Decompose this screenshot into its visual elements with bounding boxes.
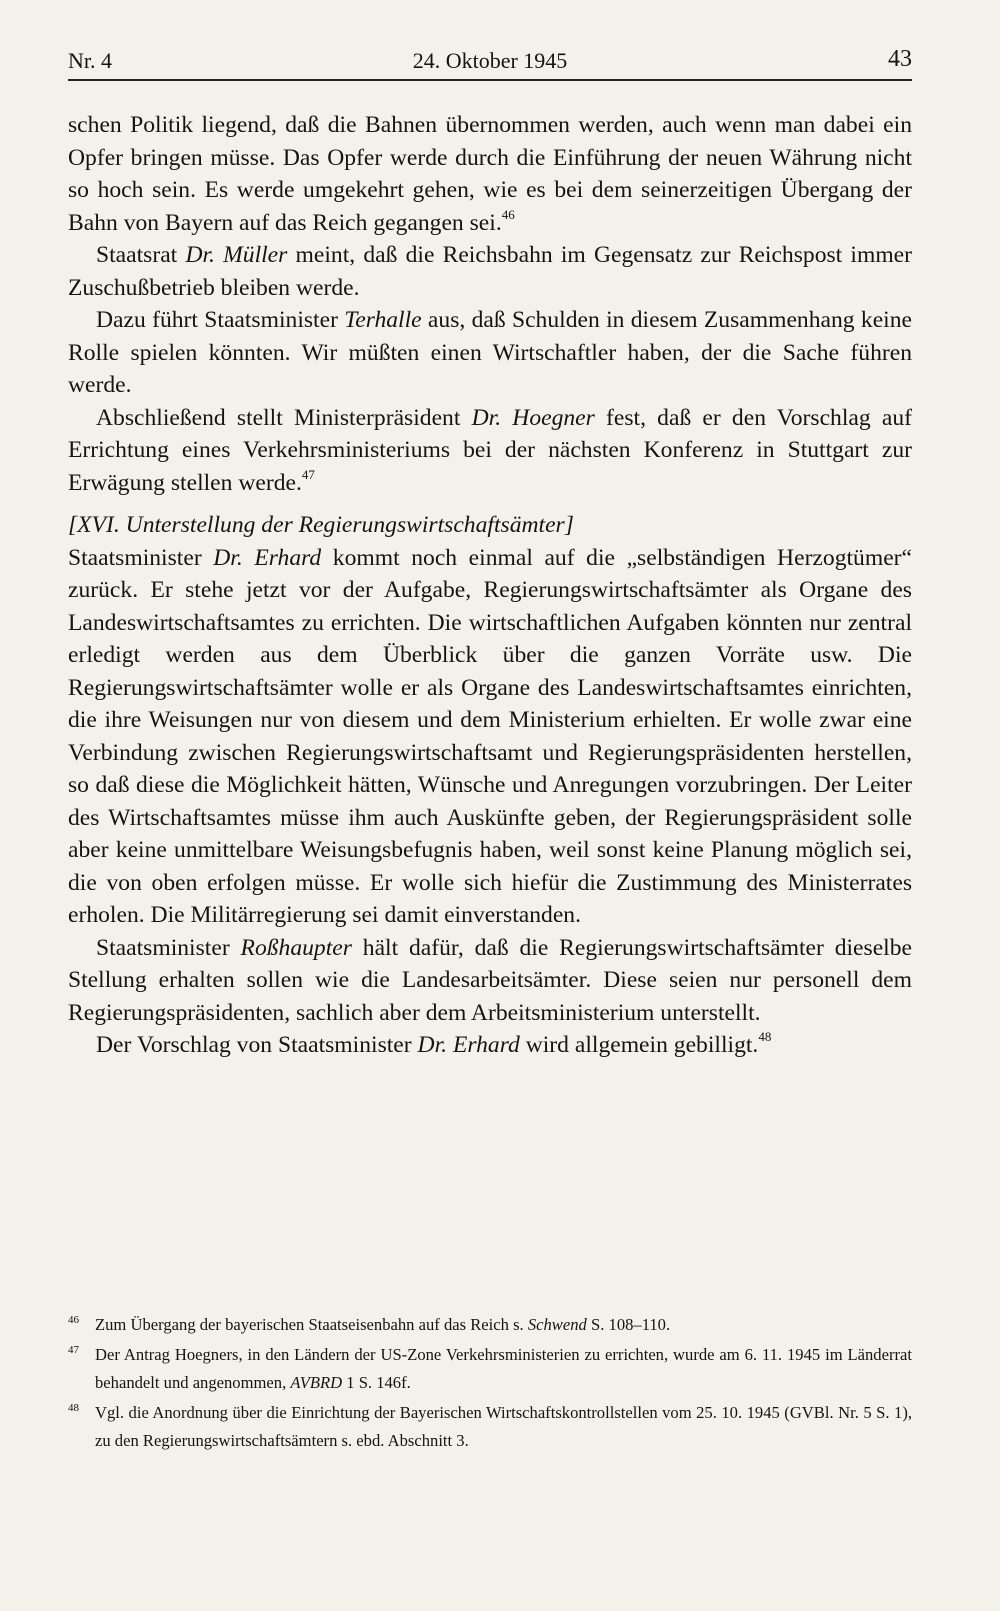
running-header xyxy=(68,44,912,76)
footnote xyxy=(68,1399,912,1455)
paragraph xyxy=(68,542,912,932)
paragraph-text: Dazu führt Staatsminister xyxy=(96,307,345,333)
section-heading-text: [XVI. Unterstellung der Regierungswirtschaftsämter] xyxy=(68,512,574,538)
footnotes xyxy=(68,1311,912,1457)
person-name: Dr. Erhard xyxy=(417,1032,520,1058)
paragraph-text: meint, daß die Reichsbahn im Gegensatz zur Reichspost immer Zuschußbetrieb bleiben werde. xyxy=(68,242,913,301)
paragraph xyxy=(68,932,912,1030)
paragraph xyxy=(68,1029,912,1062)
paragraph xyxy=(68,239,912,304)
paragraph-text: Staatsminister xyxy=(68,544,214,571)
person-name: Dr. Hoegner xyxy=(471,404,595,431)
citation-short: Schwend xyxy=(527,1315,587,1334)
paragraph-text: Staatsminister xyxy=(96,934,241,961)
footnote-text: Vgl. die Anordnung über die Einrichtung der Bayerischen Wirtschaftskontrollstellen vom 25. 10. 1945 (GVBl. Nr. 5 S. 1), zu den Regierungswirtschaftsämtern s. ebd. Abschnitt 3. xyxy=(95,1403,912,1450)
section-heading xyxy=(68,509,912,542)
paragraph-text: Staatsrat xyxy=(96,242,186,268)
paragraph-text: fest, daß er den Vorschlag auf Errichtung eines Verkehrsministeriums bei der nächsten Konferenz in Stuttgart zur Erwägung stellen werde. xyxy=(68,404,912,496)
person-name: Terhalle xyxy=(344,307,422,333)
footnote-text: 1 S. 146f. xyxy=(342,1373,411,1392)
footnote-number: 46 xyxy=(68,1314,79,1326)
paragraph-text: wird allgemein gebilligt. xyxy=(519,1032,759,1058)
footnote-text: S. 108–110. xyxy=(586,1315,671,1334)
footnote-ref[interactable]: 48 xyxy=(758,1029,772,1044)
footnote xyxy=(68,1311,912,1339)
person-name: Dr. Müller xyxy=(185,242,288,268)
paragraph-text: kommt noch einmal auf die „selbständigen Herzogtümer“ zurück. Er stehe jetzt vor der Aufgabe, Regierungswirtschaftsämter als Organe des Landeswirtschaftsamtes zu errichten. Die wirtschaftlichen Aufgaben könnten nur zentral erledigt werden aus dem Überblick über die ganzen Vorräte usw. Die Regierungswirtschaftsämter wolle er als Organe des Landeswirtschaftsamtes einrichten, die ihre Weisungen nur von diesem und dem Ministerium erhielten. Er wolle zwar eine Verbindung zwischen Regierungswirtschaftsamt und Regierungspräsidenten herstellen, so daß diese die Möglichkeit hätten, Wünsche und Anregungen vorzubringen. Der Leiter des Wirtschaftsamtes müsse ihm auch Auskünfte geben, der Regierungspräsident solle aber keine unmittelbare Weisungsbefugnis haben, weil sonst keine Planung möglich sei, die von oben erfolgen müsse. Er wolle sich hiefür die Zustimmung des Ministerrates erholen. Die Militärregierung sei damit einverstanden. xyxy=(68,544,912,928)
person-name: Dr. Erhard xyxy=(213,544,322,571)
main-text xyxy=(68,109,912,1062)
issue-number: Nr. 4 xyxy=(68,48,112,73)
footnote xyxy=(68,1341,912,1397)
footnote-number: 48 xyxy=(68,1402,79,1414)
header-rule xyxy=(68,79,912,81)
paragraph-text: aus, daß Schulden in diesem Zusammenhang keine Rolle spielen könnten. Wir müßten einen Wirtschaftler haben, der die Sache führen werde. xyxy=(68,307,912,398)
paragraph-text: hält dafür, daß die Regierungswirtschaftsämter dieselbe Stellung erhalten sollen wie die Landesarbeitsämter. Diese seien nur personell dem Regierungspräsidenten, sachlich aber dem Arbeitsministerium unterstellt. xyxy=(68,934,912,1026)
footnote-text: Der Antrag Hoegners, in den Ländern der US-Zone Verkehrsministerien zu errichten, wurde am 6. 11. 1945 im Länderrat behandelt und angenommen, xyxy=(95,1345,912,1392)
paragraph xyxy=(68,109,912,239)
paragraph xyxy=(68,304,912,402)
person-name: Roßhaupter xyxy=(240,934,352,961)
page-number: 43 xyxy=(888,46,912,72)
footnote-text: Zum Übergang der bayerischen Staatseisenbahn auf das Reich s. xyxy=(95,1315,528,1334)
citation-short: AVBRD xyxy=(290,1373,343,1392)
paragraph-text: Abschließend stellt Ministerpräsident xyxy=(96,404,472,431)
header-date: 24. Oktober 1945 xyxy=(412,48,568,73)
paragraph-text: Der Vorschlag von Staatsminister xyxy=(96,1032,418,1058)
footnote-ref[interactable]: 46 xyxy=(501,206,515,222)
paragraph xyxy=(68,402,912,500)
footnote-number: 47 xyxy=(68,1344,79,1356)
footnote-ref[interactable]: 47 xyxy=(301,466,315,482)
paragraph-text: schen Politik liegend, daß die Bahnen übernommen werden, auch wenn man dabei ein Opfer bringen müsse. Das Opfer werde durch die Einführung der neuen Währung nicht so hoch sein. Es werde umgekehrt gehen, wie es bei dem seinerzeitigen Übergang der Bahn von Bayern auf das Reich gegangen sei. xyxy=(68,112,912,236)
